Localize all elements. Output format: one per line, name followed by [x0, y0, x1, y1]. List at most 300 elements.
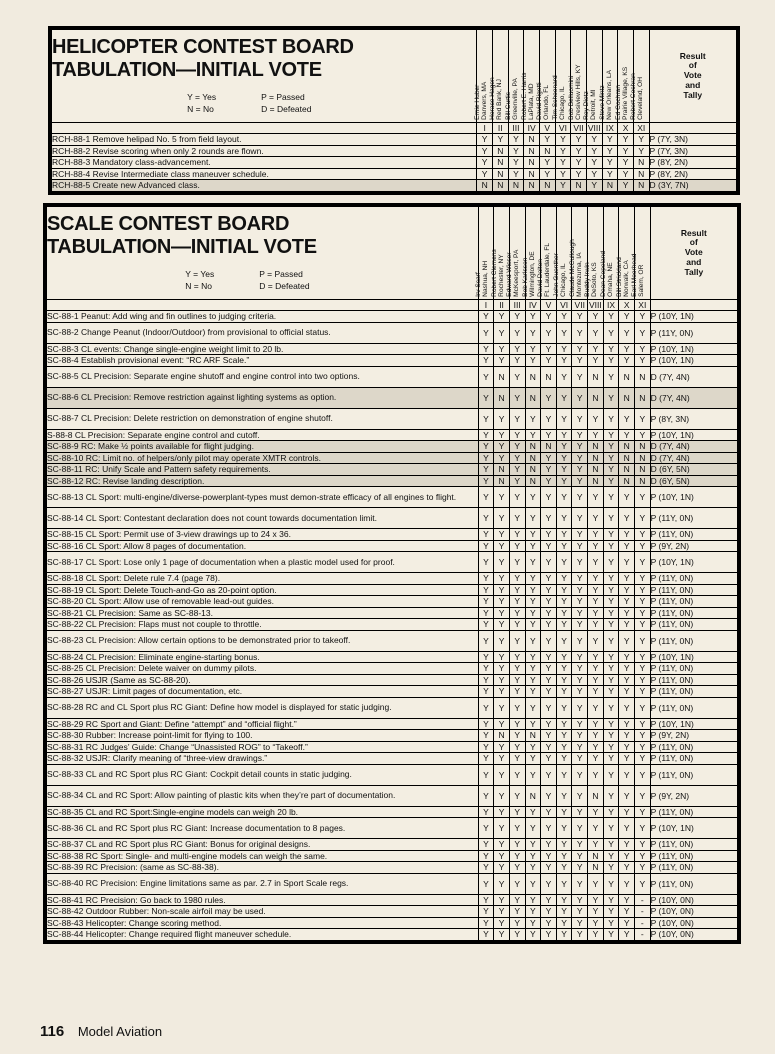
vote-cell: Y: [494, 674, 510, 686]
vote-cell: Y: [556, 343, 572, 355]
vote-cell: N: [539, 180, 555, 192]
vote-cell: Y: [509, 718, 525, 730]
vote-cell: Y: [478, 651, 494, 663]
vote-cell: N: [524, 168, 540, 180]
vote-cell: Y: [556, 607, 572, 619]
vote-cell: Y: [525, 873, 541, 894]
vote-cell: Y: [509, 596, 525, 608]
vote-cell: Y: [556, 906, 572, 918]
proposal-text: SC-88-4 Establish provisional event: “RC ARF Scale.”: [47, 355, 479, 367]
vote-cell: Y: [541, 387, 557, 408]
table-row: [47, 540, 738, 552]
proposal-text: SC-88-44 Helicopter: Change required flight maneuver schedule.: [47, 929, 479, 941]
proposal-text: SC-88-19 CL Sport: Delete Touch-and-Go as 20-point option.: [47, 584, 479, 596]
vote-cell: Y: [571, 134, 587, 146]
heli-member-header: [630, 30, 649, 123]
vote-cell: Y: [635, 862, 651, 874]
vote-cell: -: [635, 906, 651, 918]
table-row: [47, 584, 738, 596]
table-row: [47, 862, 738, 874]
member-numeral: VIII: [589, 300, 602, 310]
vote-cell: Y: [509, 697, 525, 718]
vote-cell: Y: [556, 596, 572, 608]
vote-cell: Y: [555, 134, 571, 146]
vote-cell: Y: [556, 818, 572, 839]
table-row: [47, 785, 738, 806]
vote-cell: Y: [619, 873, 635, 894]
member-name: Robert Clemens: [490, 249, 498, 297]
vote-cell: Y: [635, 619, 651, 631]
member-name: Bob Belluomini: [567, 76, 575, 120]
vote-cell: Y: [509, 674, 525, 686]
vote-cell: Y: [494, 508, 510, 529]
result-tally: P (10Y, 1N): [650, 429, 737, 441]
vote-cell: Y: [525, 894, 541, 906]
vote-cell: Y: [619, 741, 635, 753]
result-tally: D (7Y, 4N): [650, 452, 737, 464]
vote-cell: Y: [556, 917, 572, 929]
vote-cell: Y: [572, 818, 588, 839]
vote-cell: Y: [572, 366, 588, 387]
vote-cell: Y: [603, 741, 619, 753]
vote-cell: Y: [478, 540, 494, 552]
vote-cell: Y: [478, 475, 494, 487]
vote-cell: Y: [509, 408, 525, 429]
table-row: [47, 929, 738, 941]
vote-cell: Y: [494, 663, 510, 675]
vote-cell: Y: [635, 686, 651, 698]
vote-cell: Y: [635, 718, 651, 730]
vote-cell: Y: [603, 850, 619, 862]
vote-cell: Y: [525, 818, 541, 839]
member-location: Greenville, PA: [512, 78, 520, 120]
vote-cell: Y: [478, 806, 494, 818]
vote-cell: N: [539, 145, 555, 157]
proposal-text: SC-88-5 CL Precision: Separate engine shutoff and engine control into two options.: [47, 366, 479, 387]
vote-cell: Y: [525, 753, 541, 765]
table-row: [47, 596, 738, 608]
proposal-text: SC-88-12 RC: Revise landing description.: [47, 475, 479, 487]
vote-cell: Y: [618, 145, 634, 157]
vote-cell: Y: [556, 464, 572, 476]
vote-cell: N: [588, 366, 604, 387]
vote-cell: Y: [619, 540, 635, 552]
vote-cell: Y: [603, 619, 619, 631]
vote-cell: Y: [541, 573, 557, 585]
vote-cell: Y: [478, 730, 494, 742]
vote-cell: Y: [572, 408, 588, 429]
vote-cell: Y: [619, 630, 635, 651]
scale-title-line2: TABULATION—INITIAL VOTE: [47, 235, 317, 258]
vote-cell: Y: [635, 573, 651, 585]
table-row: [47, 343, 738, 355]
proposal-text: SC-88-38 RC Sport: Single- and multi-engine models can weigh the same.: [47, 850, 479, 862]
vote-cell: Y: [572, 764, 588, 785]
table-row: [47, 894, 738, 906]
vote-cell: Y: [541, 873, 557, 894]
vote-cell: Y: [603, 630, 619, 651]
member-location: Cleveland, OH: [637, 77, 645, 120]
vote-cell: Y: [603, 818, 619, 839]
vote-cell: N: [635, 366, 651, 387]
proposal-text: SC-88-14 CL Sport: Contestant declaration does not count towards documentation limit.: [47, 508, 479, 529]
vote-cell: Y: [635, 663, 651, 675]
vote-cell: Y: [556, 697, 572, 718]
vote-cell: Y: [478, 552, 494, 573]
vote-cell: Y: [588, 917, 604, 929]
vote-cell: Y: [478, 429, 494, 441]
vote-cell: Y: [541, 540, 557, 552]
vote-cell: Y: [541, 552, 557, 573]
vote-cell: Y: [556, 929, 572, 941]
result-tally: P (10Y, 0N): [650, 894, 737, 906]
vote-cell: Y: [619, 674, 635, 686]
table-row: [47, 607, 738, 619]
vote-cell: Y: [494, 355, 510, 367]
vote-cell: Y: [588, 584, 604, 596]
vote-cell: -: [635, 929, 651, 941]
member-location: Montezuma, IA: [576, 252, 584, 297]
vote-cell: Y: [603, 764, 619, 785]
member-numeral: VI: [555, 123, 571, 134]
vote-cell: Y: [572, 806, 588, 818]
proposal-text: RCH-88-3 Mandatory class-advancement.: [52, 157, 477, 169]
member-location: Detroit, MI: [590, 89, 598, 120]
vote-cell: Y: [494, 529, 510, 541]
vote-cell: Y: [541, 718, 557, 730]
vote-cell: N: [492, 180, 508, 192]
result-tally: P (11Y, 0N): [650, 873, 737, 894]
vote-cell: Y: [603, 487, 619, 508]
vote-cell: N: [635, 441, 651, 453]
member-name: Bob Karlsson: [522, 257, 530, 297]
table-row: [47, 686, 738, 698]
vote-cell: Y: [619, 894, 635, 906]
vote-cell: Y: [478, 862, 494, 874]
member-numeral: IV: [524, 123, 540, 134]
vote-cell: Y: [525, 573, 541, 585]
proposal-text: RCH-88-4 Revise Intermediate class maneuver schedule.: [52, 168, 477, 180]
vote-cell: Y: [588, 929, 604, 941]
vote-cell: N: [525, 366, 541, 387]
proposal-text: RCH-88-5 Create new Advanced class.: [52, 180, 477, 192]
vote-cell: Y: [603, 441, 619, 453]
vote-cell: Y: [541, 343, 557, 355]
member-location: Orlando, FL: [543, 85, 551, 120]
vote-cell: Y: [572, 607, 588, 619]
vote-cell: Y: [478, 452, 494, 464]
vote-cell: Y: [556, 753, 572, 765]
vote-cell: Y: [603, 540, 619, 552]
vote-cell: Y: [478, 387, 494, 408]
proposal-text: SC-88-11 RC: Unify Scale and Pattern safety requirements.: [47, 464, 479, 476]
vote-cell: N: [635, 464, 651, 476]
vote-cell: Y: [618, 134, 634, 146]
vote-cell: Y: [541, 785, 557, 806]
vote-cell: Y: [478, 839, 494, 851]
table-row: [47, 651, 738, 663]
vote-cell: Y: [588, 753, 604, 765]
result-tally: P (11Y, 0N): [650, 674, 737, 686]
vote-cell: Y: [556, 619, 572, 631]
vote-cell: Y: [509, 806, 525, 818]
vote-cell: Y: [541, 917, 557, 929]
vote-cell: Y: [571, 168, 587, 180]
member-location: Ft. Lauderdale, FL: [545, 243, 553, 297]
vote-cell: Y: [508, 145, 524, 157]
member-numeral: V: [539, 123, 555, 134]
vote-cell: Y: [635, 529, 651, 541]
vote-cell: Y: [588, 311, 604, 323]
member-numeral: XI: [633, 123, 649, 134]
vote-cell: Y: [635, 873, 651, 894]
vote-cell: Y: [572, 596, 588, 608]
vote-cell: Y: [478, 464, 494, 476]
vote-cell: Y: [603, 408, 619, 429]
vote-cell: Y: [478, 894, 494, 906]
vote-cell: Y: [635, 322, 651, 343]
vote-cell: Y: [635, 408, 651, 429]
vote-cell: Y: [494, 850, 510, 862]
proposal-text: SC-88-29 RC Sport and Giant: Define “attempt” and “official flight.”: [47, 718, 479, 730]
vote-cell: Y: [588, 697, 604, 718]
vote-cell: Y: [572, 584, 588, 596]
vote-cell: N: [571, 180, 587, 192]
member-location: Omaha, NE: [607, 262, 615, 297]
legend-defeated: D = Defeated: [259, 281, 310, 292]
vote-cell: Y: [556, 573, 572, 585]
vote-cell: Y: [494, 917, 510, 929]
vote-cell: Y: [509, 322, 525, 343]
table-row: [47, 355, 738, 367]
vote-cell: Y: [478, 441, 494, 453]
member-numeral: VII: [571, 123, 587, 134]
proposal-text: SC-88-10 RC: Limit no. of helpers/only pilot may operate XMTR controls.: [47, 452, 479, 464]
vote-cell: Y: [541, 906, 557, 918]
proposal-text: SC-88-9 RC: Make ½ points available for flight judging.: [47, 441, 479, 453]
result-tally: P (9Y, 2N): [650, 730, 737, 742]
result-tally: P (11Y, 0N): [650, 630, 737, 651]
vote-cell: Y: [556, 806, 572, 818]
vote-cell: Y: [619, 408, 635, 429]
vote-cell: Y: [541, 452, 557, 464]
member-numeral: XI: [635, 300, 651, 311]
vote-cell: Y: [619, 584, 635, 596]
vote-cell: Y: [541, 429, 557, 441]
legend-no: N = No: [187, 104, 214, 115]
vote-cell: Y: [539, 168, 555, 180]
vote-cell: Y: [541, 408, 557, 429]
vote-cell: Y: [588, 718, 604, 730]
proposal-text: RCH-88-2 Revise scoring when only 2 rounds are flown.: [52, 145, 477, 157]
vote-cell: Y: [588, 764, 604, 785]
vote-cell: Y: [603, 322, 619, 343]
vote-cell: Y: [572, 322, 588, 343]
vote-cell: Y: [619, 785, 635, 806]
vote-cell: Y: [603, 607, 619, 619]
vote-cell: Y: [478, 311, 494, 323]
vote-cell: Y: [525, 917, 541, 929]
vote-cell: Y: [509, 464, 525, 476]
vote-cell: Y: [478, 818, 494, 839]
vote-cell: Y: [618, 180, 634, 192]
vote-cell: Y: [494, 818, 510, 839]
vote-cell: N: [525, 441, 541, 453]
vote-cell: Y: [619, 311, 635, 323]
vote-cell: N: [524, 157, 540, 169]
result-tally: P (10Y, 0N): [650, 906, 737, 918]
vote-cell: Y: [635, 607, 651, 619]
vote-cell: Y: [494, 929, 510, 941]
member-name: John Guenther: [553, 253, 561, 297]
vote-cell: Y: [603, 355, 619, 367]
vote-cell: N: [635, 387, 651, 408]
vote-cell: Y: [572, 508, 588, 529]
vote-cell: Y: [525, 619, 541, 631]
vote-cell: Y: [477, 157, 493, 169]
vote-cell: Y: [586, 134, 602, 146]
vote-cell: Y: [541, 753, 557, 765]
vote-cell: Y: [635, 741, 651, 753]
vote-cell: Y: [619, 764, 635, 785]
vote-cell: Y: [572, 697, 588, 718]
proposal-text: SC-88-35 CL and RC Sport:Single-engine models can weigh 20 lb.: [47, 806, 479, 818]
vote-cell: Y: [509, 441, 525, 453]
vote-cell: Y: [618, 168, 634, 180]
result-tally: P (8Y, 3N): [650, 408, 737, 429]
vote-cell: Y: [509, 487, 525, 508]
vote-cell: Y: [556, 839, 572, 851]
vote-cell: Y: [588, 487, 604, 508]
proposal-text: SC-88-27 USJR: Limit pages of documentation, etc.: [47, 686, 479, 698]
vote-cell: Y: [509, 686, 525, 698]
vote-cell: Y: [556, 873, 572, 894]
vote-cell: Y: [619, 343, 635, 355]
proposal-text: SC-88-3 CL events: Change single-engine weight limit to 20 lb.: [47, 343, 479, 355]
vote-cell: N: [588, 862, 604, 874]
vote-cell: Y: [586, 180, 602, 192]
result-tally: P (11Y, 0N): [650, 607, 737, 619]
vote-cell: Y: [525, 408, 541, 429]
vote-cell: Y: [556, 764, 572, 785]
vote-cell: Y: [602, 134, 618, 146]
vote-cell: Y: [635, 651, 651, 663]
member-name: Robert Cochran: [630, 73, 638, 120]
member-name: Robert E. Harris: [520, 72, 528, 120]
vote-cell: N: [524, 134, 540, 146]
vote-cell: Y: [509, 873, 525, 894]
vote-cell: N: [588, 464, 604, 476]
vote-cell: Y: [525, 487, 541, 508]
vote-cell: Y: [525, 322, 541, 343]
member-location: Chicago, IL: [559, 86, 567, 120]
member-location: Wilmington, DE: [529, 251, 537, 297]
table-row: [47, 697, 738, 718]
vote-cell: Y: [541, 651, 557, 663]
vote-cell: Y: [541, 730, 557, 742]
vote-cell: N: [525, 785, 541, 806]
legend-yes: Y = Yes: [187, 92, 217, 103]
member-location: Salem, OR: [638, 264, 646, 297]
table-row: [47, 917, 738, 929]
vote-cell: N: [633, 180, 649, 192]
vote-cell: Y: [525, 929, 541, 941]
vote-cell: Y: [603, 663, 619, 675]
vote-cell: Y: [556, 408, 572, 429]
vote-cell: Y: [619, 906, 635, 918]
vote-cell: Y: [509, 429, 525, 441]
vote-cell: N: [541, 441, 557, 453]
vote-cell: Y: [541, 663, 557, 675]
table-row: [52, 157, 737, 169]
member-numeral: VI: [556, 300, 572, 311]
vote-cell: Y: [635, 584, 651, 596]
result-tally: P (11Y, 0N): [650, 806, 737, 818]
table-row: [47, 730, 738, 742]
vote-cell: Y: [494, 584, 510, 596]
vote-cell: Y: [556, 686, 572, 698]
vote-cell: Y: [509, 929, 525, 941]
member-location: New Orleans, LA: [606, 70, 614, 120]
vote-cell: Y: [494, 540, 510, 552]
scale-vote-table: [43, 203, 741, 944]
vote-cell: Y: [603, 475, 619, 487]
table-row: [47, 850, 738, 862]
vote-cell: Y: [556, 475, 572, 487]
result-tally: P (11Y, 0N): [650, 850, 737, 862]
vote-cell: Y: [494, 429, 510, 441]
vote-cell: Y: [603, 596, 619, 608]
vote-cell: Y: [478, 343, 494, 355]
vote-cell: Y: [619, 730, 635, 742]
table-row: [52, 134, 737, 146]
member-name: Earl Moorhead: [631, 253, 639, 297]
vote-cell: Y: [478, 906, 494, 918]
vote-cell: Y: [556, 429, 572, 441]
vote-cell: Y: [603, 529, 619, 541]
vote-cell: Y: [541, 806, 557, 818]
vote-cell: Y: [509, 894, 525, 906]
member-numeral: VIII: [587, 123, 601, 133]
vote-cell: N: [619, 452, 635, 464]
vote-cell: Y: [603, 873, 619, 894]
vote-cell: Y: [603, 508, 619, 529]
legend-passed: P = Passed: [261, 92, 305, 103]
result-tally: P (7Y, 3N): [649, 134, 736, 146]
proposal-text: SC-88-31 RC Judges’ Guide: Change “Unassisted ROG” to “Takeoff.”: [47, 741, 479, 753]
vote-cell: Y: [556, 355, 572, 367]
proposal-text: SC-88-33 CL and RC Sport plus RC Giant: Cockpit detail counts in static judging.: [47, 764, 479, 785]
vote-cell: Y: [509, 540, 525, 552]
vote-cell: Y: [525, 663, 541, 675]
scale-result-header: Result of Vote and Tally: [650, 207, 737, 300]
vote-cell: Y: [478, 850, 494, 862]
vote-cell: Y: [494, 862, 510, 874]
vote-cell: Y: [478, 764, 494, 785]
vote-cell: Y: [588, 873, 604, 894]
vote-cell: Y: [588, 529, 604, 541]
member-name: Bill Strickland: [615, 257, 623, 297]
vote-cell: Y: [477, 168, 493, 180]
vote-cell: Y: [635, 764, 651, 785]
member-location: Nashua, NH: [482, 261, 490, 297]
vote-cell: Y: [619, 917, 635, 929]
vote-cell: N: [494, 366, 510, 387]
vote-cell: Y: [509, 508, 525, 529]
result-tally: P (11Y, 0N): [650, 764, 737, 785]
vote-cell: Y: [603, 452, 619, 464]
proposal-text: SC-88-1 Peanut: Add wing and fin outlines to judging criteria.: [47, 311, 479, 323]
